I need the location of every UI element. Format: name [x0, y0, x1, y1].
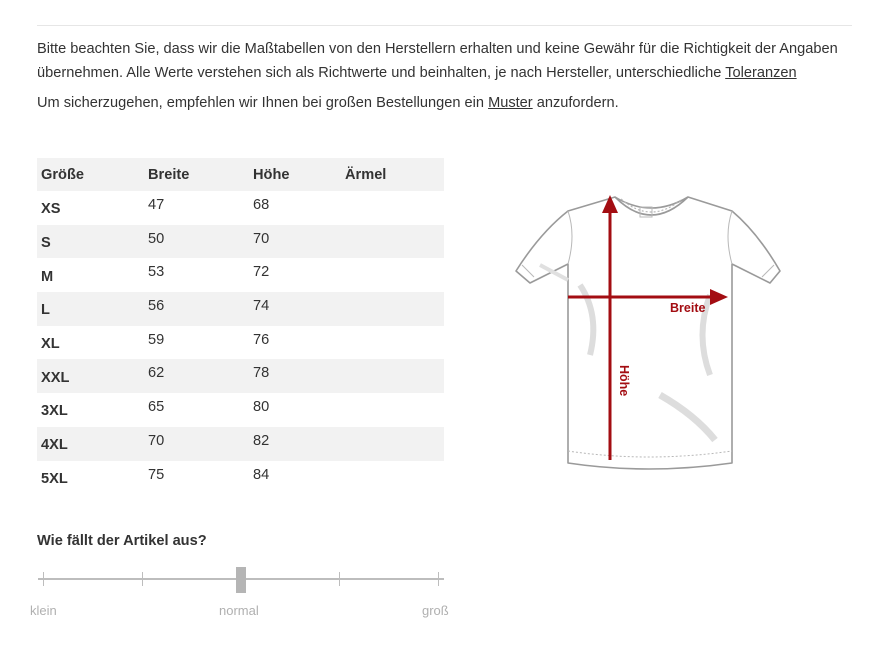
- width-cell: 50: [148, 230, 165, 247]
- header-height: Höhe: [253, 166, 290, 183]
- fit-slider-tick: [339, 572, 340, 586]
- height-cell: 74: [253, 298, 270, 315]
- sleeve-cell: [341, 393, 444, 427]
- height-cell: 78: [253, 365, 270, 382]
- notice-text-1: Bitte beachten Sie, dass wir die Maßtabellen von den Herstellern erhalten und keine Gewähr für die Richtigkeit der Angaben übernehmen. Alle Werte verstehen sich als Richtwerte und beinhalten, je nach Hersteller, unterschiedliche: [37, 41, 838, 81]
- width-cell: 62: [148, 365, 165, 382]
- table-row: [37, 326, 444, 360]
- notice-text-2: Um sicherzugehen, empfehlen wir Ihnen bei großen Bestellungen ein: [37, 95, 484, 111]
- notice-paragraph-1: [37, 37, 852, 85]
- size-notice: [37, 37, 852, 115]
- table-row: [37, 359, 444, 393]
- size-cell: M: [41, 268, 54, 285]
- sleeve-cell: [341, 359, 444, 393]
- table-row: [37, 258, 444, 292]
- table-row: [37, 427, 444, 461]
- width-cell: 56: [148, 298, 165, 315]
- sleeve-cell: [341, 427, 444, 461]
- fit-label-normal: normal: [219, 603, 259, 618]
- table-row: [37, 393, 444, 427]
- size-cell: L: [41, 302, 50, 319]
- size-cell: XS: [41, 201, 61, 218]
- size-cell: 5XL: [41, 470, 68, 487]
- height-cell: 72: [253, 264, 270, 281]
- notice-paragraph-2: [37, 91, 852, 115]
- sleeve-cell: [341, 326, 444, 360]
- notice-text-3: anzufordern.: [536, 95, 619, 111]
- height-cell: 82: [253, 432, 270, 449]
- table-row: [37, 461, 444, 495]
- header-sleeve: Ärmel: [345, 166, 387, 183]
- height-cell: 84: [253, 466, 270, 483]
- fit-slider-tick: [438, 572, 439, 586]
- sample-link[interactable]: Muster: [488, 95, 533, 111]
- sleeve-cell: [341, 292, 444, 326]
- sleeve-cell: [341, 191, 444, 225]
- table-row: [37, 191, 444, 225]
- fit-scale-labels: [0, 603, 885, 621]
- size-table: [37, 158, 444, 494]
- height-label: Höhe: [617, 365, 631, 397]
- fit-label-large: groß: [422, 603, 449, 618]
- size-cell: S: [41, 235, 51, 252]
- width-cell: 65: [148, 399, 165, 416]
- width-cell: 53: [148, 264, 165, 281]
- width-cell: 59: [148, 331, 165, 348]
- height-cell: 80: [253, 399, 270, 416]
- width-label: Breite: [670, 301, 706, 315]
- width-cell: 47: [148, 197, 165, 213]
- top-divider: [37, 25, 852, 26]
- fit-slider-tick: [43, 572, 44, 586]
- tolerances-link[interactable]: Toleranzen: [725, 65, 797, 81]
- table-row: [37, 225, 444, 259]
- sleeve-cell: [341, 225, 444, 259]
- fit-slider[interactable]: [36, 565, 448, 595]
- header-size: Größe: [41, 166, 84, 183]
- fit-heading: Wie fällt der Artikel aus?: [37, 533, 207, 549]
- sleeve-cell: [341, 461, 444, 495]
- width-cell: 70: [148, 432, 165, 449]
- size-cell: 4XL: [41, 437, 68, 454]
- tshirt-outline: [516, 197, 780, 469]
- fit-label-small: klein: [30, 603, 57, 618]
- height-cell: 68: [253, 197, 270, 213]
- size-cell: 3XL: [41, 403, 68, 420]
- size-cell: XXL: [41, 369, 70, 386]
- header-width: Breite: [148, 166, 190, 183]
- tshirt-measurement-diagram: [510, 185, 785, 475]
- table-row: [37, 292, 444, 326]
- fit-slider-handle[interactable]: [236, 567, 246, 593]
- size-table-header: [37, 158, 444, 191]
- height-cell: 70: [253, 230, 270, 247]
- size-cell: XL: [41, 336, 60, 353]
- width-cell: 75: [148, 466, 165, 483]
- height-cell: 76: [253, 331, 270, 348]
- sleeve-cell: [341, 258, 444, 292]
- fit-slider-tick: [142, 572, 143, 586]
